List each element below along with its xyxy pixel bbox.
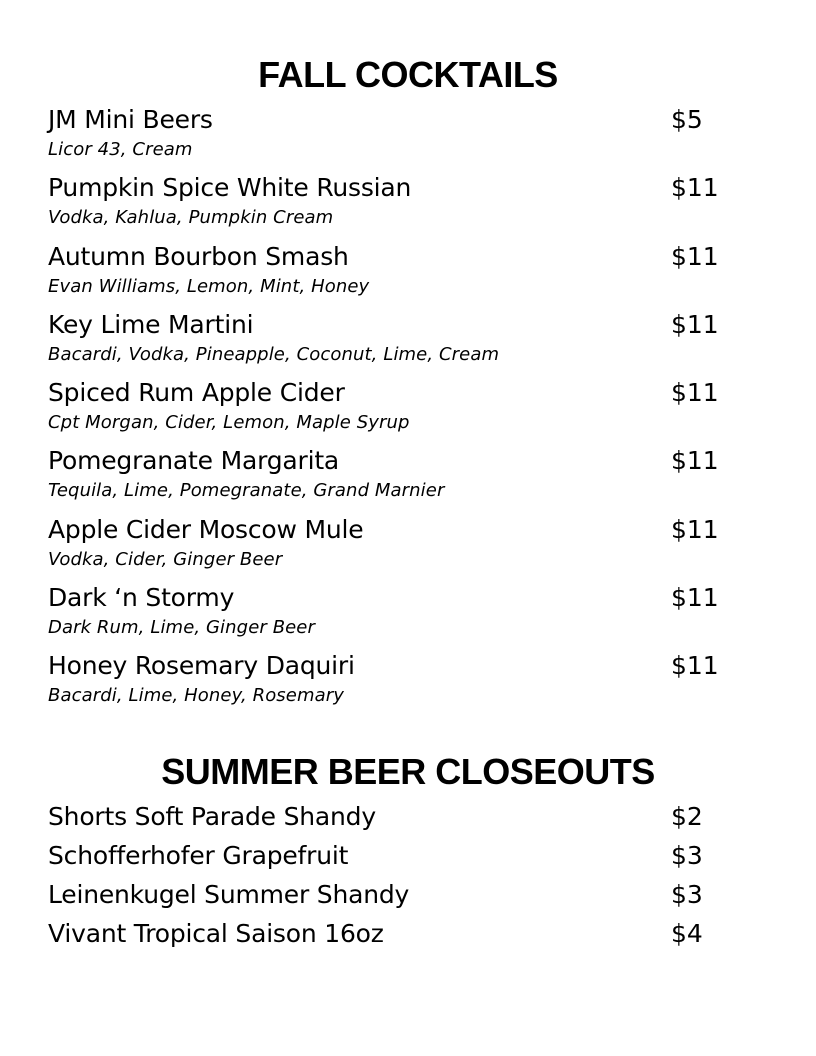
menu-item	[48, 582, 728, 650]
menu-item	[48, 879, 728, 918]
item-description: Vodka, Kahlua, Pumpkin Cream	[48, 207, 334, 229]
item-price: $2	[671, 802, 703, 831]
menu-item	[48, 241, 728, 309]
menu-item	[48, 309, 728, 377]
summer-beer-list	[48, 801, 728, 957]
item-name: JM Mini Beers	[48, 105, 213, 134]
summer-beer-heading: SUMMER BEER CLOSEOUTS	[161, 751, 655, 792]
menu-item	[48, 445, 728, 513]
item-description: Tequila, Lime, Pomegranate, Grand Marnier	[48, 480, 445, 502]
item-description: Vodka, Cider, Ginger Beer	[48, 548, 283, 570]
item-name: Dark ‘n Stormy	[48, 583, 235, 613]
menu-item	[48, 918, 728, 957]
fall-cocktails-list	[48, 104, 728, 719]
menu-item	[48, 650, 728, 718]
item-name: Pomegranate Margarita	[48, 446, 340, 476]
item-price: $11	[671, 651, 719, 681]
menu-item	[48, 104, 728, 172]
item-name: Leinenkugel Summer Shandy	[48, 880, 410, 909]
item-price: $11	[671, 446, 719, 476]
item-name: Vivant Tropical Saison 16oz	[48, 919, 384, 948]
item-price: $5	[671, 105, 703, 134]
item-description: Bacardi, Vodka, Pineapple, Coconut, Lime, Cream	[48, 343, 500, 365]
item-name: Schofferhofer Grapefruit	[48, 841, 349, 870]
item-price: $11	[671, 514, 719, 544]
item-price: $3	[671, 841, 703, 870]
item-price: $4	[671, 919, 703, 948]
item-price: $11	[671, 378, 719, 408]
menu-item	[48, 514, 728, 582]
item-name: Honey Rosemary Daquiri	[48, 651, 355, 681]
item-description: Licor 43, Cream	[48, 139, 193, 160]
item-price: $3	[671, 880, 703, 909]
item-name: Autumn Bourbon Smash	[48, 241, 349, 271]
item-name: Spiced Rum Apple Cider	[48, 378, 345, 408]
item-price: $11	[671, 309, 719, 339]
item-name: Apple Cider Moscow Mule	[48, 514, 364, 544]
item-price: $11	[671, 241, 719, 271]
item-name: Pumpkin Spice White Russian	[48, 173, 412, 203]
menu-item	[48, 377, 728, 445]
item-price: $11	[671, 173, 719, 203]
item-description: Bacardi, Lime, Honey, Rosemary	[48, 685, 344, 707]
item-name: Key Lime Martini	[48, 309, 254, 339]
fall-cocktails-heading: FALL COCKTAILS	[258, 54, 558, 95]
item-name: Shorts Soft Parade Shandy	[48, 802, 376, 831]
item-price: $11	[671, 583, 719, 613]
menu-item	[48, 840, 728, 879]
item-description: Dark Rum, Lime, Ginger Beer	[48, 617, 315, 639]
item-description: Evan Williams, Lemon, Mint, Honey	[48, 275, 370, 297]
menu-item	[48, 172, 728, 240]
item-description: Cpt Morgan, Cider, Lemon, Maple Syrup	[48, 412, 410, 434]
menu-item	[48, 801, 728, 840]
